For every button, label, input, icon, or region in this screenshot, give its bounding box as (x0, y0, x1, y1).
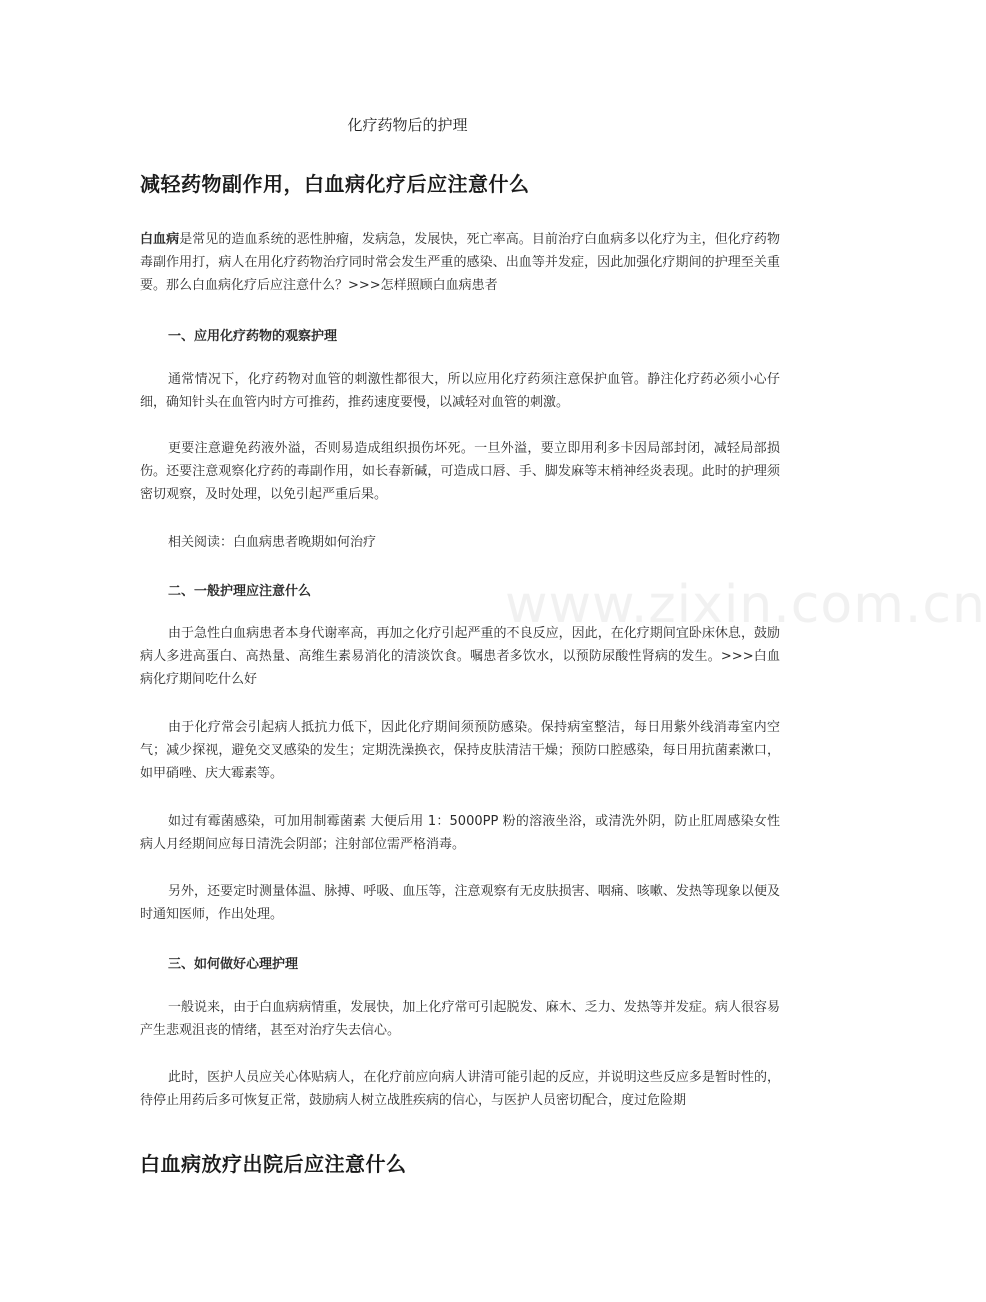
section2-title: 二、一般护理应注意什么 (168, 584, 312, 599)
section1-title: 一、应用化疗药物的观察护理 (168, 329, 338, 344)
section1-paragraph-1: 通常情况下，化疗药物对血管的刺激性都很大，所以应用化疗药须注意保护血管。静注化疗药必须小心仔细，确知针头在血管内时方可推药，推药速度要慢，以减轻对血管的刺激。 (140, 372, 780, 410)
related-reading: 相关阅读：白血病患者晚期如何治疗 (168, 535, 377, 550)
section3-title: 三、如何做好心理护理 (168, 957, 299, 972)
intro-paragraph (140, 228, 780, 297)
article-heading: 减轻药物副作用，白血病化疗后应注意什么 (140, 172, 530, 196)
next-article-heading: 白血病放疗出院后应注意什么 (140, 1152, 407, 1176)
section3-paragraph-2: 此时，医护人员应关心体贴病人，在化疗前应向病人讲清可能引起的反应，并说明这些反应多是暂时性的，待停止用药后多可恢复正常，鼓励病人树立战胜疾病的信心，与医护人员密切配合，度过危险期 (140, 1070, 780, 1108)
document-title: 化疗药物后的护理 (347, 116, 468, 134)
section2-paragraph-4: 另外，还要定时测量体温、脉搏、呼吸、血压等，注意观察有无皮肤损害、咽痛、咳嗽、发热等现象以便及时通知医师，作出处理。 (140, 884, 780, 922)
section2-paragraph-1: 由于急性白血病患者本身代谢率高，再加之化疗引起严重的不良反应，因此，在化疗期间宜卧床休息，鼓励病人多进高蛋白、高热量、高维生素易消化的清淡饮食。嘱患者多饮水，以预防尿酸性肾病的发生。>>>白血病化疗期间吃什么好 (140, 626, 780, 687)
section2-paragraph-3: 如过有霉菌感染，可加用制霉菌素 大便后用 1：5000PP 粉的溶液坐浴，或清洗外阴，防止肛周感染女性病人月经期间应每日清洗会阴部；注射部位需严格消毒。 (140, 814, 780, 852)
intro-text: 是常见的造血系统的恶性肿瘤，发病急，发展快，死亡率高。目前治疗白血病多以化疗为主，但化疗药物毒副作用打，病人在用化疗药物治疗同时常会发生严重的感染、出血等并发症，因此加强化疗期间的护理至关重要。那么白血病化疗后应注意什么？>>>怎样照顾白血病患者 (140, 232, 780, 293)
section3-paragraph-1: 一般说来，由于白血病病情重，发展快，加上化疗常可引起脱发、麻木、乏力、发热等并发症。病人很容易产生悲观沮丧的情绪，甚至对治疗失去信心。 (140, 1000, 780, 1038)
section2-paragraph-2: 由于化疗常会引起病人抵抗力低下，因此化疗期间须预防感染。保持病室整洁，每日用紫外线消毒室内空气；减少探视，避免交叉感染的发生；定期洗澡换衣，保持皮肤清洁干燥；预防口腔感染，每日用抗菌素漱口，如甲硝唑、庆大霉素等。 (140, 720, 780, 781)
watermark: www.zixin.com.cn (505, 575, 986, 635)
section1-paragraph-2: 更要注意避免药液外溢，否则易造成组织损伤坏死。一旦外溢，要立即用利多卡因局部封闭，减轻局部损伤。还要注意观察化疗药的毒副作用，如长春新碱，可造成口唇、手、脚发麻等末梢神经炎表现。此时的护理须密切观察，及时处理，以免引起严重后果。 (140, 441, 780, 502)
intro-bold-term: 白血病 (140, 232, 180, 247)
